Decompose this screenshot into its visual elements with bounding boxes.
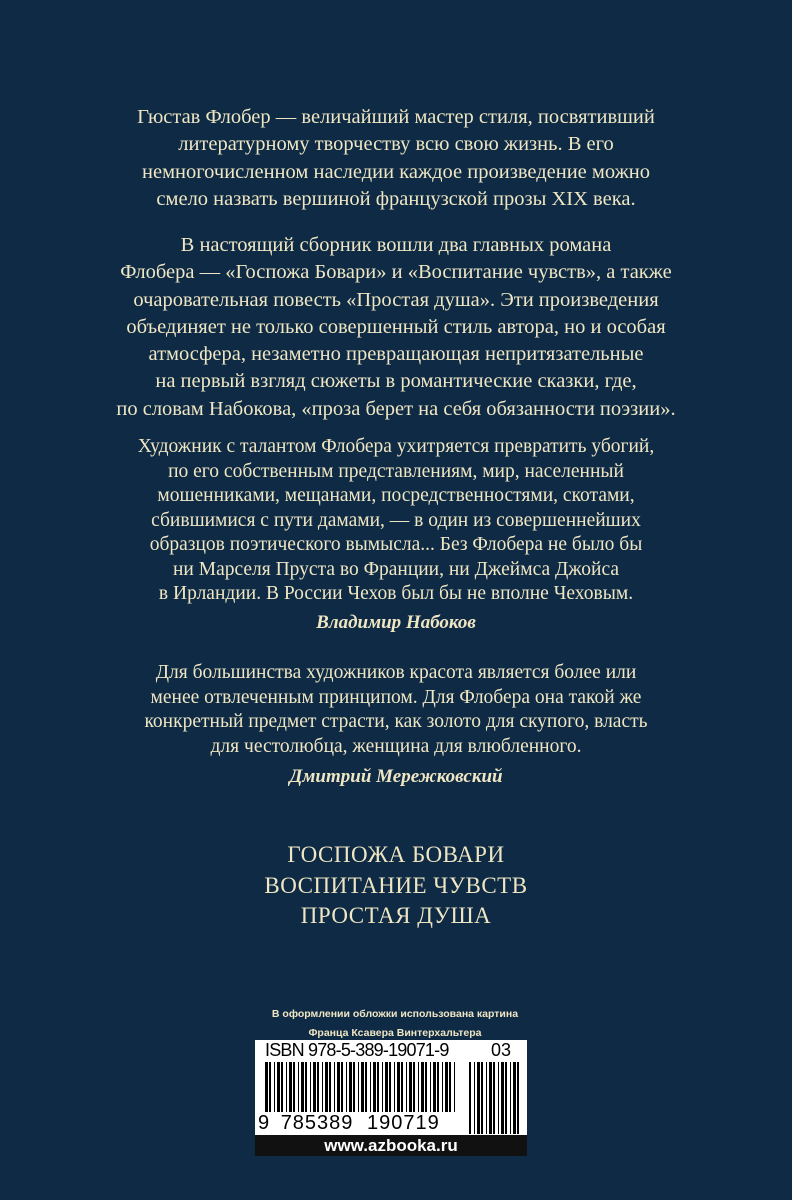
intro-paragraph-2	[0, 232, 792, 423]
barcode-bar	[409, 1062, 412, 1112]
barcode-bar	[349, 1062, 352, 1112]
text-line: образцов поэтического вымысла... Без Флобера не было бы	[149, 534, 643, 555]
text-line: литературному творчеству всю свою жизнь. В его	[178, 133, 614, 156]
digit-group: 9	[258, 1112, 270, 1134]
barcode-bar	[310, 1062, 311, 1112]
barcode-bar	[418, 1062, 419, 1112]
barcode-bar	[277, 1062, 280, 1112]
barcode-bar	[329, 1062, 331, 1112]
barcode-bar	[365, 1062, 367, 1112]
text-line: Франца Ксавера Винтерхальтера	[308, 1027, 482, 1039]
barcode-bar	[517, 1062, 519, 1134]
text-line: В оформлении обложки использована картина	[271, 1008, 519, 1020]
barcode-bar	[305, 1062, 307, 1112]
text-line: немногочисленном наследии каждое произведение можно	[142, 160, 650, 183]
barcode-bar	[394, 1062, 395, 1112]
barcode-bar	[322, 1062, 323, 1112]
title-sentimental-education: ВОСПИТАНИЕ ЧУВСТВ	[264, 872, 528, 898]
text-line: в Ирландии. В России Чехов был бы не вполне Чеховым.	[158, 583, 634, 604]
publisher-url: www.azbooka.ru	[255, 1135, 527, 1156]
text-line: Гюстав Флобер — величайший мастер стиля, посвятивший	[137, 106, 655, 128]
text-line: по его собственным представлениям, мир, населенный	[168, 460, 624, 482]
isbn-text: ISBN 978-5-389-19071-9	[265, 1040, 449, 1060]
barcode-bar	[505, 1062, 507, 1134]
barcode-bar	[481, 1062, 483, 1134]
intro-paragraph-1	[0, 104, 792, 213]
text-line: очаровательная повесть «Простая душа». Эти произведения	[133, 288, 659, 311]
text-line: объединяет не только совершенный стиль автора, но и особая	[126, 315, 666, 338]
barcode-bar	[469, 1062, 471, 1134]
barcode-bar	[358, 1062, 359, 1112]
barcode-bar	[265, 1062, 268, 1112]
barcode-bar	[361, 1062, 364, 1112]
barcode-bar	[293, 1062, 295, 1112]
text-line: Для большинства художников красота является более или	[155, 662, 637, 683]
barcode-bar	[301, 1062, 304, 1112]
barcode-bar	[373, 1062, 376, 1112]
text-line: менее отвлеченным принципом. Для Флобера она такой же	[150, 686, 642, 708]
barcode-bar	[346, 1062, 347, 1112]
text-line: ни Марселя Пруста во Франции, ни Джеймса Джойса	[172, 558, 620, 580]
barcode-bar	[454, 1062, 455, 1112]
barcode-bar	[370, 1062, 371, 1112]
text-line: атмосфера, незаметно превращающая непритязательные	[148, 343, 644, 366]
barcode-bar	[513, 1062, 516, 1134]
book-titles	[0, 840, 792, 932]
barcode-bar	[510, 1062, 511, 1134]
barcode-bar	[389, 1062, 391, 1112]
barcode-bar	[382, 1062, 383, 1112]
quote-nabokov	[0, 435, 792, 635]
text-line: Художник с талантом Флобера ухитряется превратить убогий,	[137, 436, 655, 457]
barcode-bar	[274, 1062, 275, 1112]
quote-merezhkovsky	[0, 661, 792, 790]
barcode-bar	[437, 1062, 439, 1112]
barcode-bar	[325, 1062, 328, 1112]
barcode-bar	[353, 1062, 355, 1112]
barcode-bar	[430, 1062, 431, 1112]
barcode-bar	[337, 1062, 340, 1112]
barcode-bar	[269, 1062, 271, 1112]
barcode-bar	[486, 1062, 487, 1134]
text-line: по словам Набокова, «проза берет на себя обязанности поэзии».	[116, 397, 676, 420]
quote-author: Владимир Набоков	[316, 611, 476, 633]
barcode-bar	[493, 1062, 495, 1134]
barcode-bar	[341, 1062, 343, 1112]
barcode-bar	[474, 1062, 475, 1134]
barcode-bar	[445, 1062, 448, 1112]
isbn-barcode	[255, 1040, 527, 1156]
text-line: конкретный предмет страсти, как золото для скупого, власть	[144, 711, 648, 732]
barcode-bar	[449, 1062, 451, 1112]
barcode-bar	[442, 1062, 443, 1112]
barcode-bar	[421, 1062, 424, 1112]
text-line: сбившимися с пути дамами, — в один из совершеннейших	[151, 509, 641, 531]
barcode-bar	[289, 1062, 292, 1112]
text-line: В настоящий сборник вошли два главных романа	[180, 234, 612, 256]
quote-author: Дмитрий Мережковский	[289, 766, 503, 787]
barcode-bar	[489, 1062, 492, 1134]
barcode-bar	[425, 1062, 427, 1112]
text-line: для честолюбца, женщина для влюбленного.	[210, 735, 582, 757]
barcode-bar	[385, 1062, 388, 1112]
cover-art-credit	[250, 1005, 540, 1043]
barcode-addon-bars	[469, 1062, 519, 1134]
text-line: смело назвать вершиной французской прозы XIX века.	[156, 187, 636, 210]
text-line: мошенниками, мещанами, посредственностями, скотами,	[157, 485, 635, 506]
barcode-bar	[413, 1062, 415, 1112]
barcode-bar	[498, 1062, 499, 1134]
barcode-bar	[401, 1062, 403, 1112]
isbn-addon-text: 03	[491, 1040, 512, 1060]
text-line: Флобера — «Госпожа Бовари» и «Воспитание чувств», а также	[120, 261, 672, 284]
text-line: на первый взгляд сюжеты в романтические сказки, где,	[155, 370, 637, 393]
barcode-bar	[377, 1062, 379, 1112]
barcode-bar	[501, 1062, 504, 1134]
barcode-bar	[406, 1062, 407, 1112]
digit-group: 785389	[280, 1112, 354, 1134]
barcode-bars	[265, 1062, 455, 1112]
barcode-bar	[317, 1062, 319, 1112]
title-simple-heart: ПРОСТАЯ ДУША	[300, 903, 492, 928]
barcode-bar	[281, 1062, 283, 1112]
barcode-bar	[433, 1062, 436, 1112]
barcode-bar	[397, 1062, 400, 1112]
title-madame-bovary: ГОСПОЖА БОВАРИ	[287, 842, 505, 867]
barcode-bar	[477, 1062, 480, 1134]
digit-group: 190719	[367, 1112, 440, 1134]
barcode-digits	[257, 1112, 441, 1134]
barcode-bar	[313, 1062, 316, 1112]
barcode-bar	[298, 1062, 299, 1112]
barcode-bar	[286, 1062, 287, 1112]
barcode-bar	[334, 1062, 335, 1112]
